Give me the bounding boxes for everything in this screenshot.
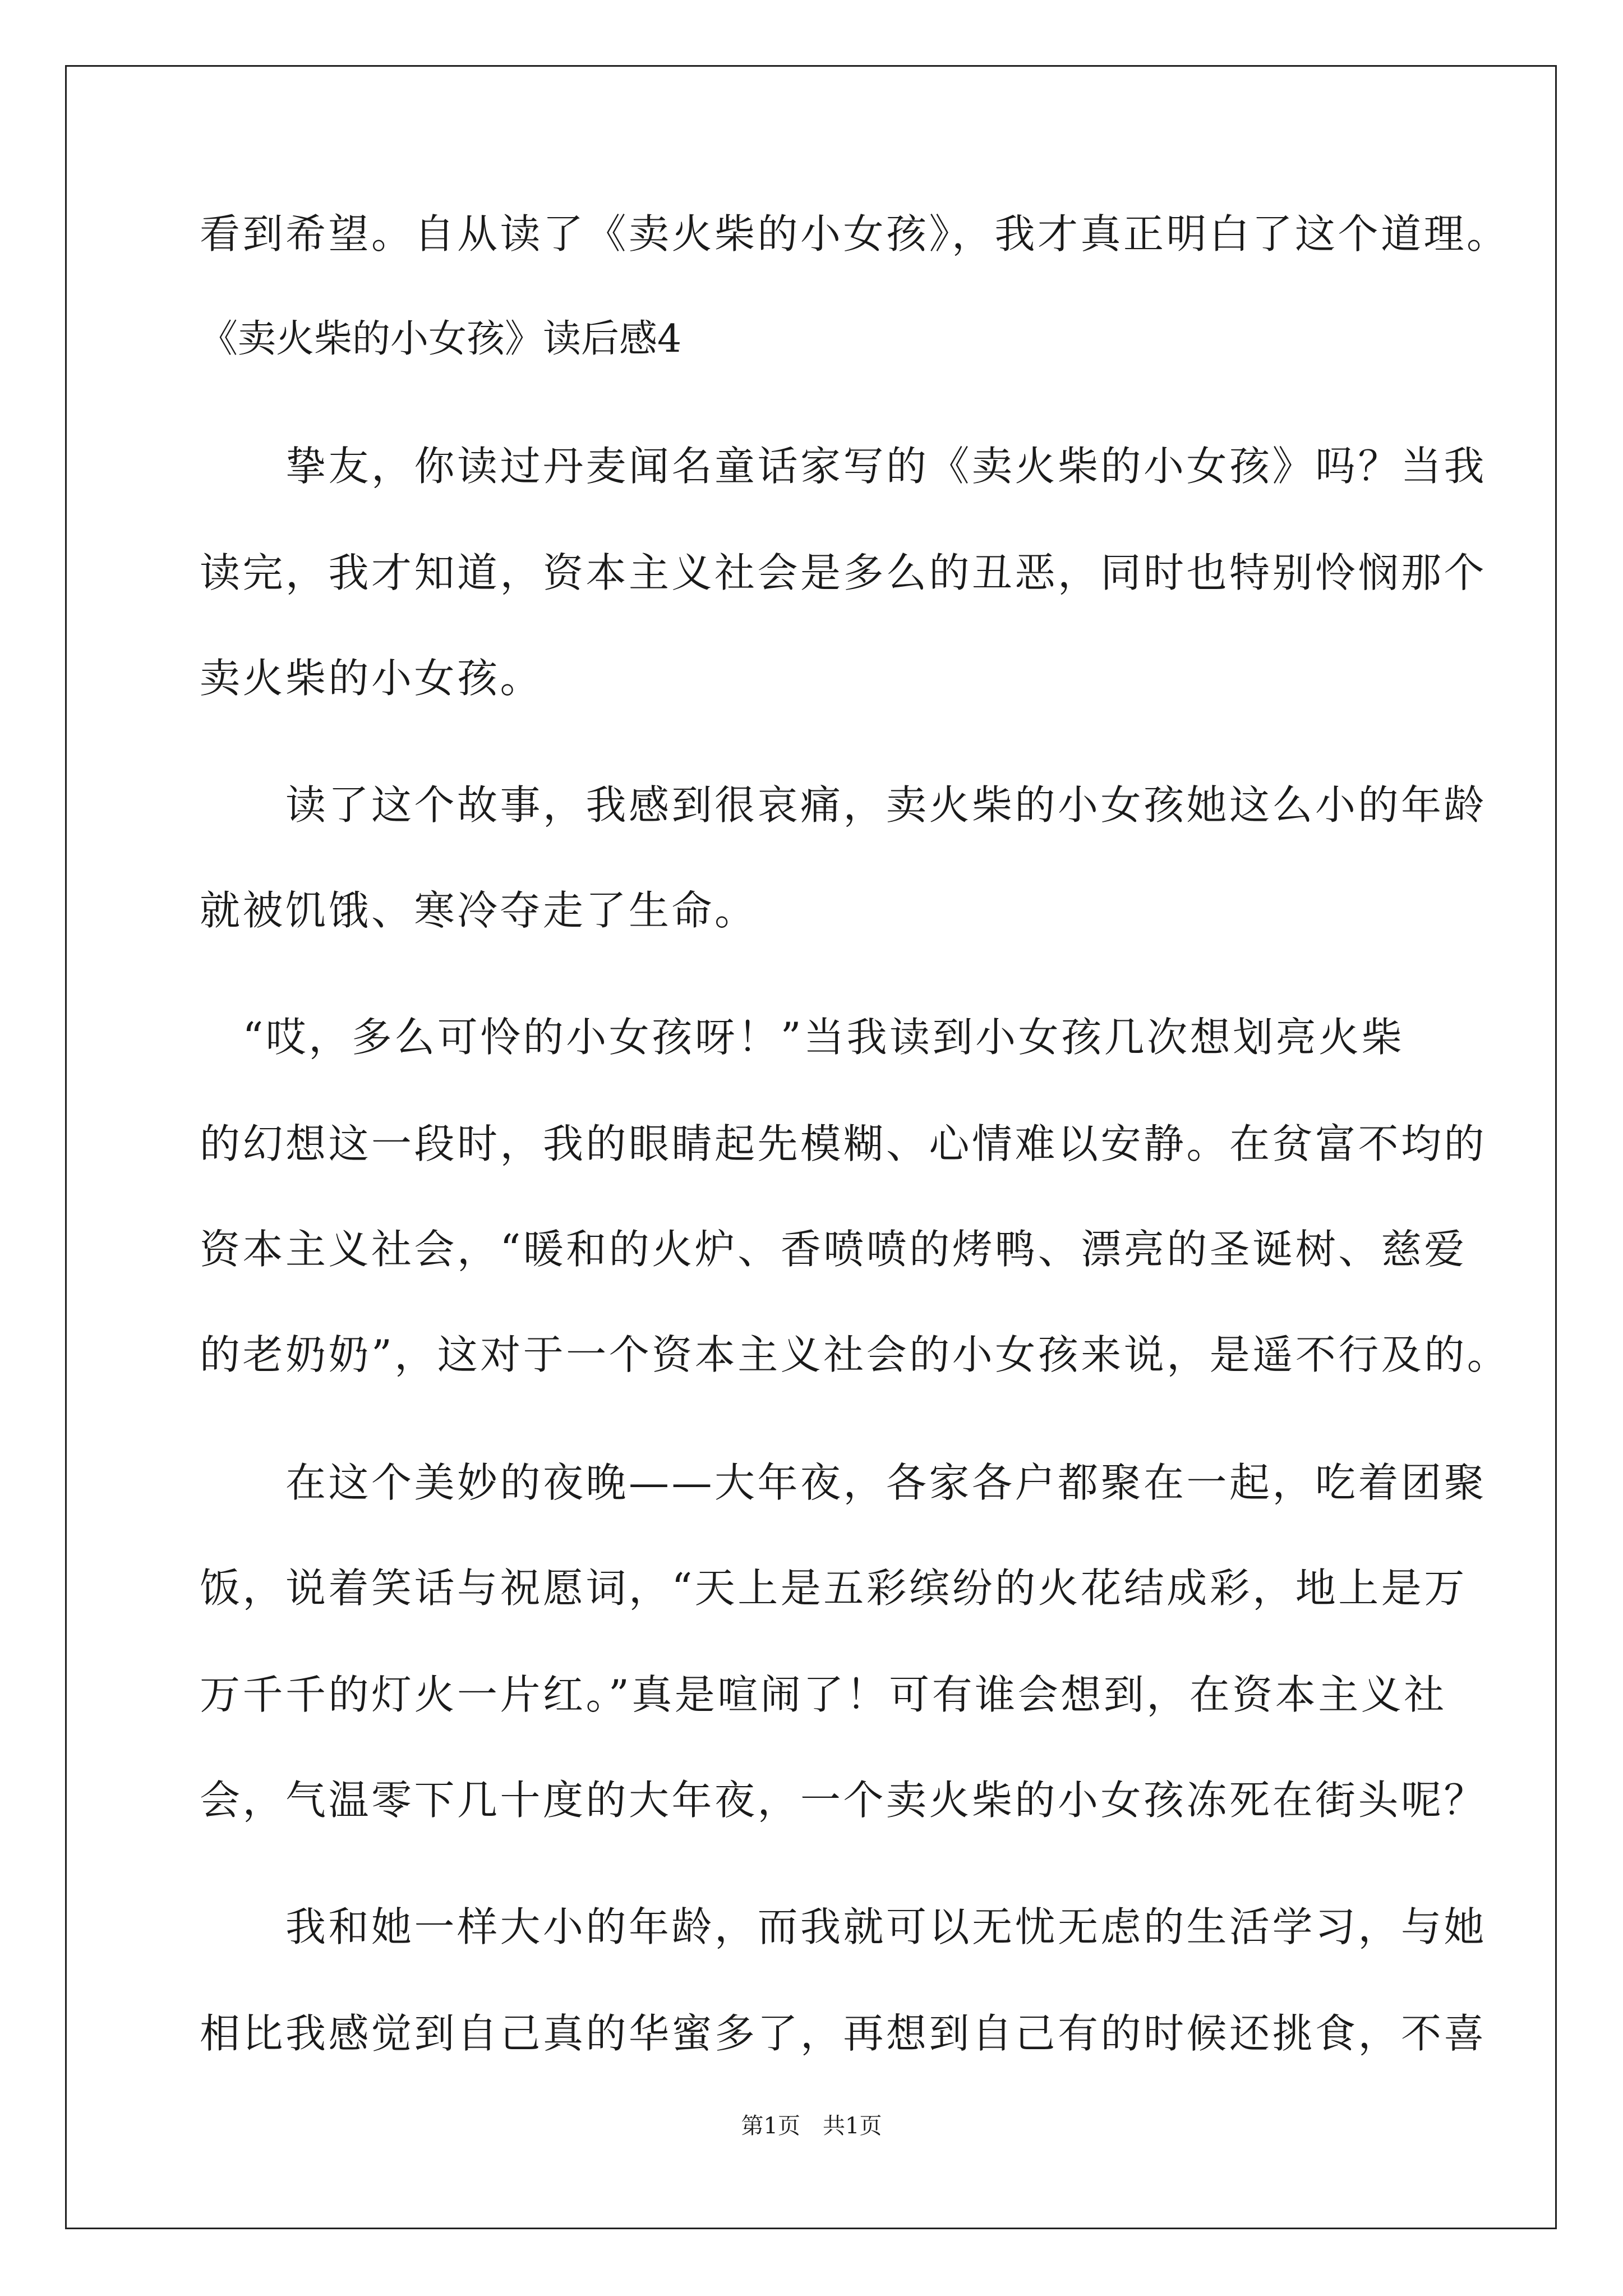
text-line: “哎，多么可怜的小女孩呀！”当我读到小女孩几次想划亮火柴 [200, 1014, 1405, 1061]
text-line: 万千千的灯火一片红。”真是喧闹了！可有谁会想到，在资本主义社 [200, 1671, 1447, 1718]
text-line: 在这个美妙的夜晚——大年夜，各家各户都聚在一起，吃着团聚 [200, 1459, 1487, 1506]
essay-heading: 《卖火柴的小女孩》读后感4 [200, 317, 682, 361]
text-line: 会，气温零下几十度的大年夜，一个卖火柴的小女孩冻死在街头呢？ [200, 1777, 1487, 1824]
text-line: 读完，我才知道，资本主义社会是多么的丑恶，同时也特别怜悯那个 [200, 549, 1487, 596]
text-line: 饭，说着笑话与祝愿词，“天上是五彩缤纷的火花结成彩，地上是万 [200, 1565, 1467, 1612]
text-line: 看到希望。自从读了《卖火柴的小女孩》，我才真正明白了这个道理。 [200, 210, 1510, 257]
text-line: 就被饥饿、寒冷夺走了生命。 [200, 887, 758, 934]
text-line: 资本主义社会，“暖和的火炉、香喷喷的烤鸭、漂亮的圣诞树、慈爱 [200, 1226, 1467, 1273]
page-footer: 第1页 共1页 [741, 2113, 882, 2139]
text-line: 挚友，你读过丹麦闻名童话家写的《卖火柴的小女孩》吗？当我 [200, 443, 1487, 490]
text-line: 的老奶奶”，这对于一个资本主义社会的小女孩来说，是遥不行及的。 [200, 1331, 1510, 1378]
text-line: 我和她一样大小的年龄，而我就可以无忧无虑的生活学习，与她 [200, 1903, 1487, 1950]
text-line: 相比我感觉到自己真的华蜜多了，再想到自己有的时候还挑食，不喜 [200, 2010, 1487, 2057]
text-line: 的幻想这一段时，我的眼睛起先模糊、心情难以安静。在贫富不均的 [200, 1120, 1487, 1167]
text-line: 卖火柴的小女孩。 [200, 655, 543, 702]
text-line: 读了这个故事，我感到很哀痛，卖火柴的小女孩她这么小的年龄 [200, 781, 1487, 829]
